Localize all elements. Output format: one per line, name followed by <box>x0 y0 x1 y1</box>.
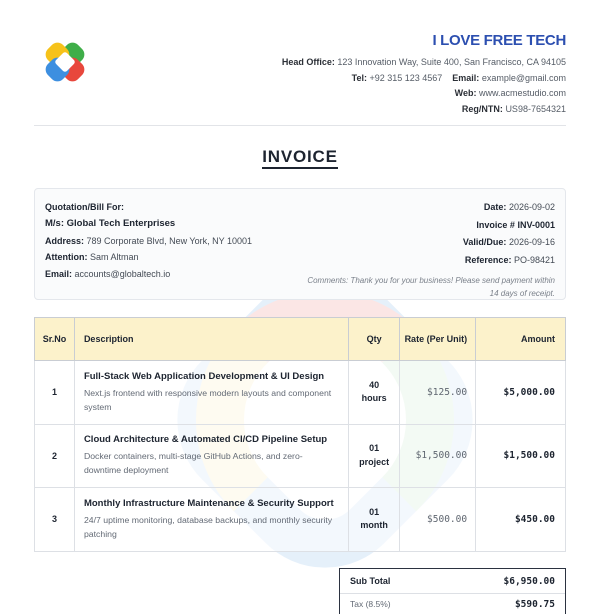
table-header-row <box>35 318 566 361</box>
reg-row: Reg/NTN: US98-7654321 <box>461 103 566 114</box>
row-description <box>74 361 348 425</box>
invoice-number: Invoice # INV-0001 <box>476 219 555 230</box>
company-email-link[interactable]: example@gmail.com <box>481 72 566 83</box>
tax-label: Tax (8.5%) <box>350 599 391 609</box>
invoice-valid: Valid/Due: 2026-09-16 <box>462 237 555 247</box>
invoice-reference: Reference: PO-98421 <box>464 254 555 265</box>
row-description <box>74 488 348 552</box>
bill-heading: Quotation/Bill For: <box>45 202 124 212</box>
row-amount: $5,000.00 <box>476 361 566 425</box>
row-sr: 3 <box>35 488 75 552</box>
table-row <box>35 361 566 425</box>
col-sr: Sr.No <box>35 318 75 361</box>
subtotal-value: $6,950.00 <box>503 575 555 587</box>
head-office: Head Office: 123 Innovation Way, Suite 400, San Francisco, CA 94105 <box>281 57 566 67</box>
bill-to-details <box>45 199 252 283</box>
table-row <box>35 424 566 488</box>
totals-box <box>339 568 566 614</box>
item-title: Monthly Infrastructure Maintenance & Security Support <box>83 497 334 509</box>
row-amount: $1,500.00 <box>476 424 566 488</box>
contact-row: Tel: +92 315 123 4567 Email: example@gmail.com <box>351 72 566 83</box>
invoice-comments: Comments: Thank you for your business! Please send payment within 14 days of receipt. <box>307 276 555 298</box>
row-qty: 01 month <box>349 488 400 552</box>
col-rate: Rate (Per Unit) <box>400 318 476 361</box>
company-name: I LOVE FREE TECH <box>432 32 566 49</box>
client-attention: Attention: Sam Altman <box>45 252 139 263</box>
header-divider <box>34 125 566 126</box>
client-email: Email: accounts@globaltech.io <box>45 269 171 280</box>
col-amount: Amount <box>476 318 566 361</box>
bill-to-box <box>34 188 566 300</box>
tax-value: $590.75 <box>514 598 555 610</box>
row-rate: $500.00 <box>400 488 476 552</box>
row-qty: 01 project <box>349 424 400 488</box>
subtotal-row <box>340 569 565 594</box>
row-sr: 1 <box>35 361 75 425</box>
company-logo <box>36 33 94 91</box>
item-detail: 24/7 uptime monitoring, database backups, and monthly security patching <box>83 514 333 539</box>
subtotal-label: Sub Total <box>350 576 391 586</box>
row-sr: 2 <box>35 424 75 488</box>
client-name: M/s: Global Tech Enterprises <box>45 217 176 229</box>
invoice-meta <box>300 199 555 300</box>
item-title: Full-Stack Web Application Development & UI Design <box>83 370 325 382</box>
col-qty: Qty <box>349 318 400 361</box>
item-detail: Docker containers, multi-stage GitHub Actions, and zero-downtime deployment <box>83 451 303 476</box>
row-rate: $1,500.00 <box>400 424 476 488</box>
invoice-date: Date: 2026-09-02 <box>483 202 555 212</box>
company-info <box>282 31 566 117</box>
row-amount: $450.00 <box>476 488 566 552</box>
item-title: Cloud Architecture & Automated CI/CD Pipeline Setup <box>83 434 328 446</box>
web-row: Web: www.acmestudio.com <box>454 88 566 98</box>
tax-row <box>340 594 565 614</box>
line-items-table <box>34 317 566 552</box>
invoice-title: INVOICE <box>0 147 600 167</box>
company-web-link[interactable]: www.acmestudio.com <box>478 88 566 98</box>
col-description: Description <box>74 318 348 361</box>
row-description <box>74 424 348 488</box>
table-row <box>35 488 566 552</box>
row-qty: 40 hours <box>349 361 400 425</box>
client-address: Address: 789 Corporate Blvd, New York, NY 10001 <box>45 235 252 246</box>
row-rate: $125.00 <box>400 361 476 425</box>
item-detail: Next.js frontend with responsive modern layouts and component system <box>83 387 332 412</box>
